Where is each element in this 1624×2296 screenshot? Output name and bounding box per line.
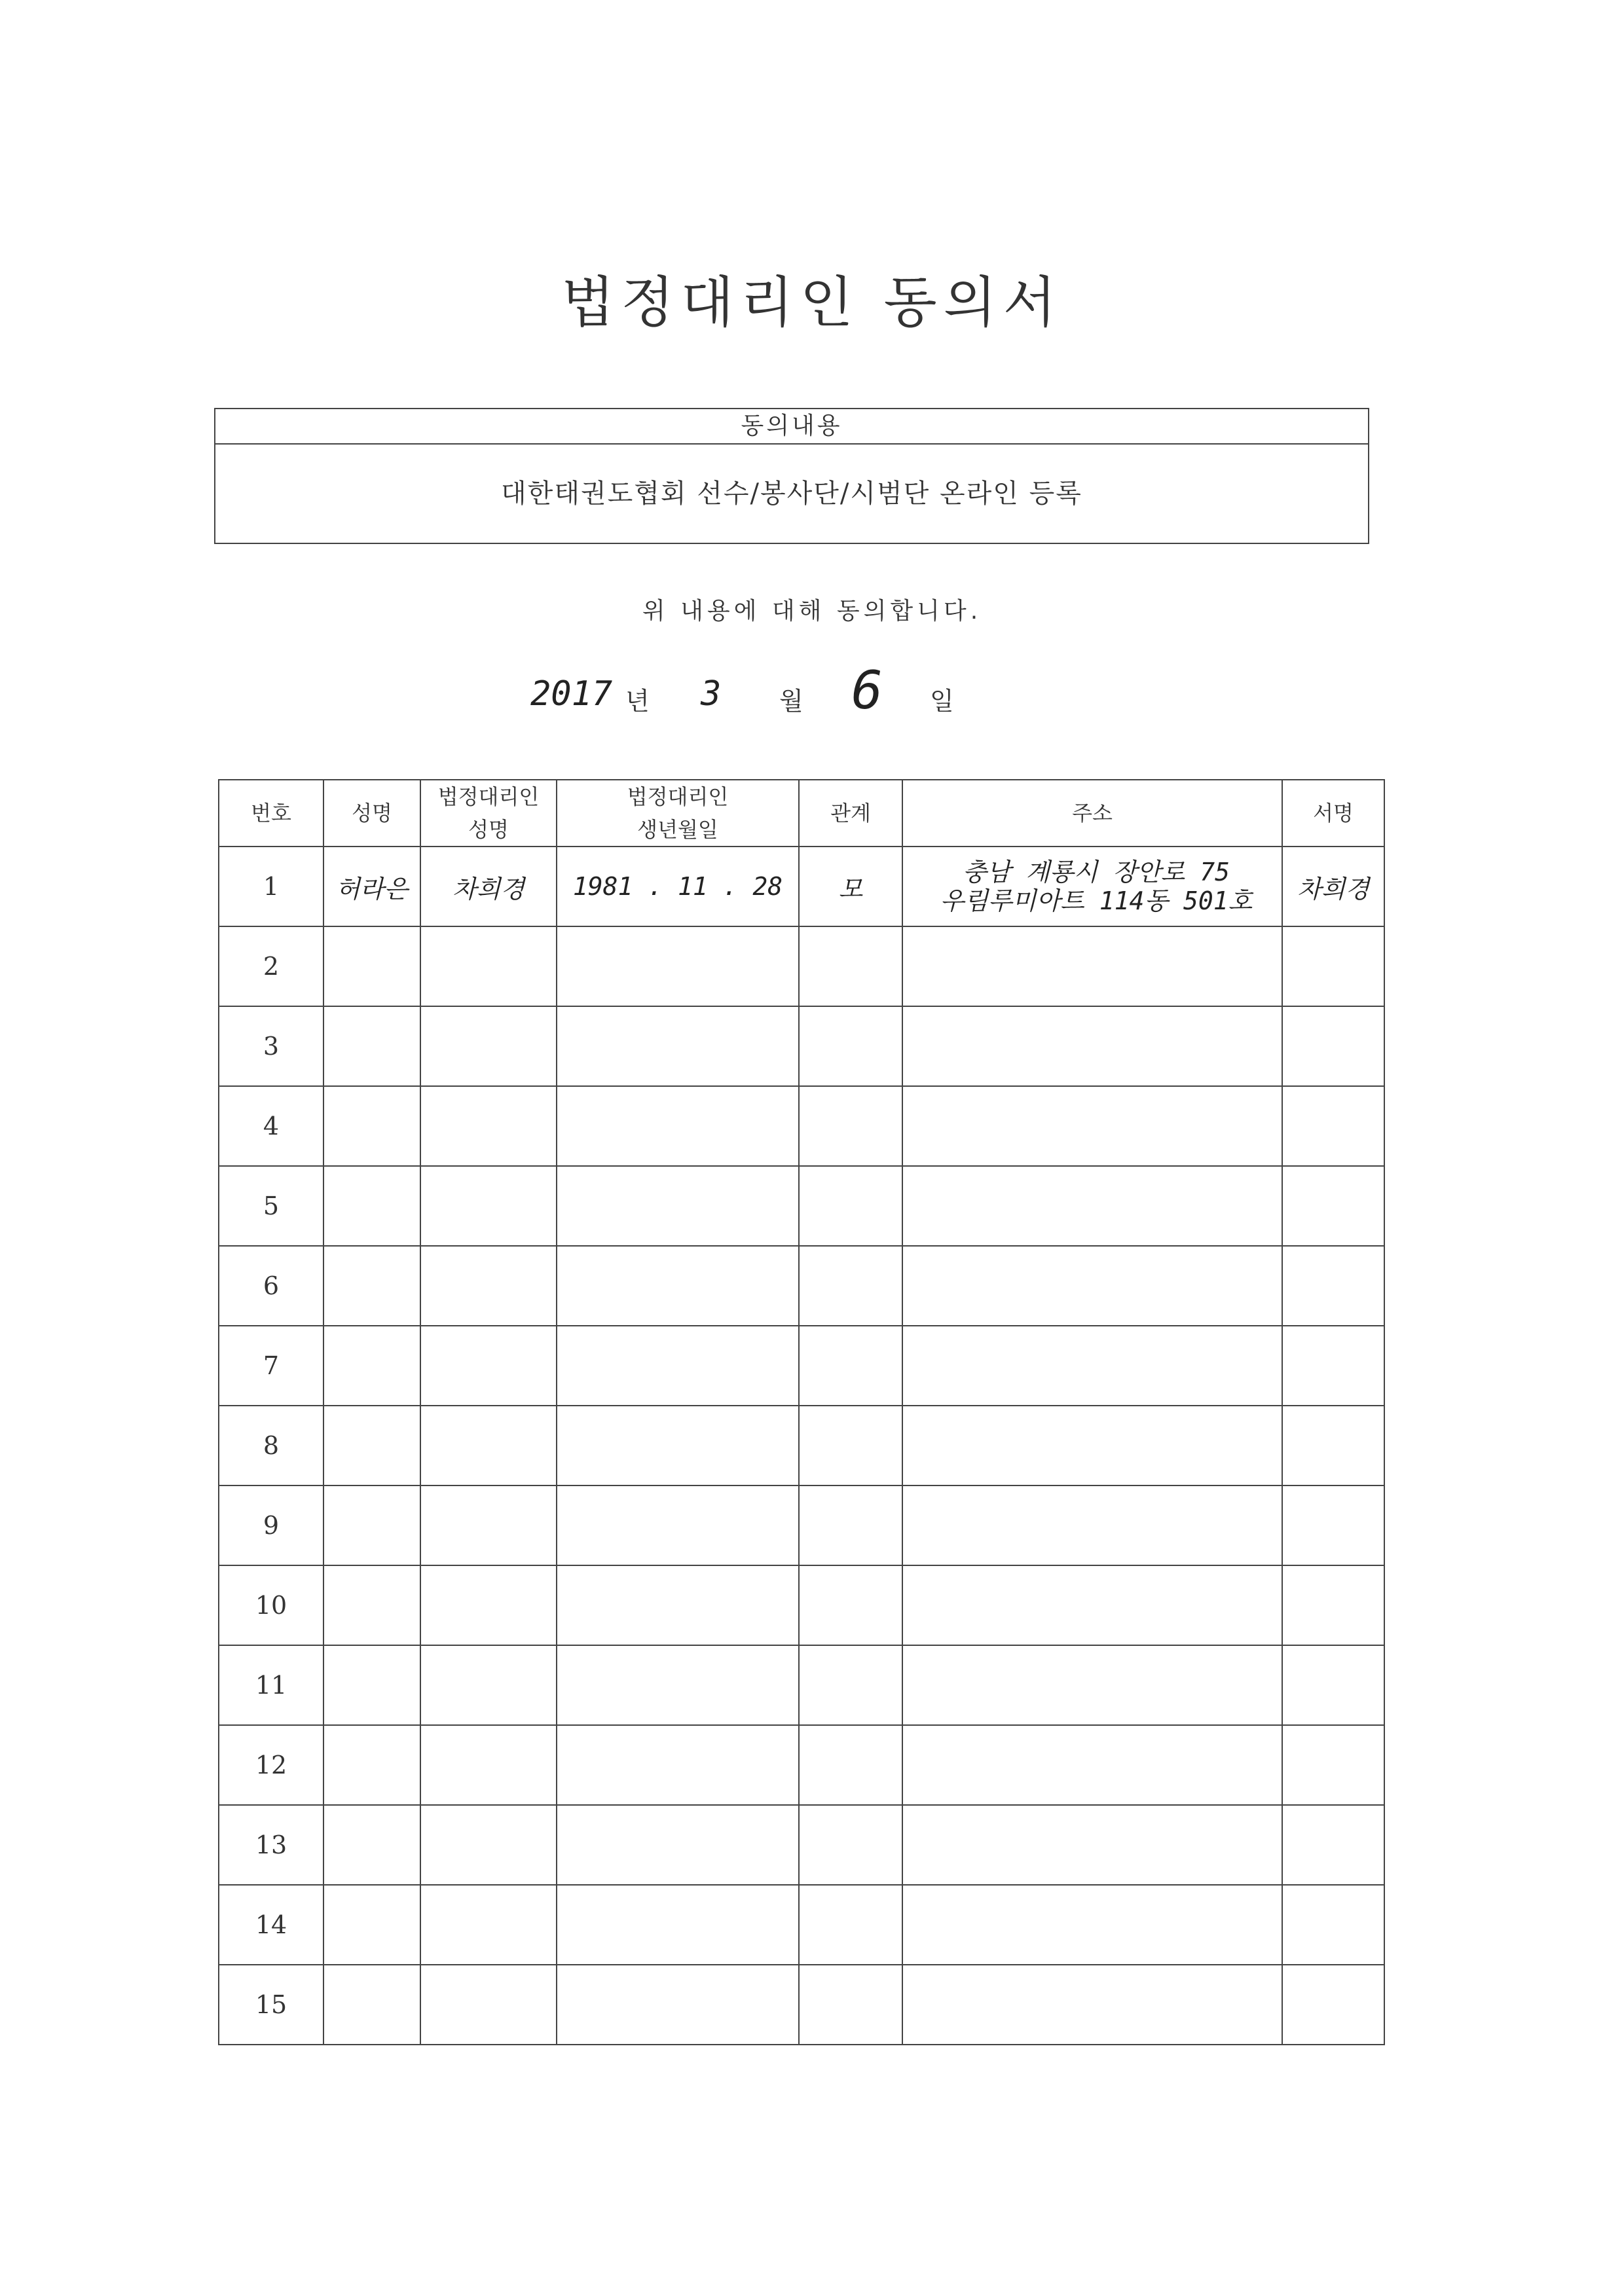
address-cell[interactable] — [902, 1086, 1282, 1166]
signature-cell[interactable] — [1282, 1965, 1384, 2045]
signature-cell[interactable] — [1282, 1645, 1384, 1725]
relation-cell[interactable] — [799, 1086, 902, 1166]
relation-cell[interactable] — [799, 1725, 902, 1805]
row-number: 11 — [219, 1645, 323, 1725]
participant-name-cell[interactable] — [323, 1326, 420, 1406]
row-number: 13 — [219, 1805, 323, 1885]
table-row — [219, 1725, 1384, 1805]
date-month-unit: 월 — [779, 687, 803, 716]
signature-cell[interactable] — [1282, 1885, 1384, 1965]
participant-name-cell[interactable] — [323, 1805, 420, 1885]
table-row — [219, 1086, 1384, 1166]
row-number: 5 — [219, 1166, 323, 1246]
guardian-birth-cell[interactable] — [557, 1006, 799, 1086]
table-row — [219, 926, 1384, 1006]
relation-cell[interactable] — [799, 1246, 902, 1326]
signature-cell[interactable] — [1282, 1006, 1384, 1086]
row-number: 2 — [219, 926, 323, 1006]
signature-cell[interactable]: 차희경 — [1282, 847, 1384, 926]
row-number: 1 — [219, 847, 323, 926]
address-cell[interactable] — [902, 1805, 1282, 1885]
guardian-birth-cell[interactable] — [557, 1885, 799, 1965]
table-row — [219, 1885, 1384, 1965]
header-address: 주소 — [902, 780, 1282, 847]
participant-name-cell[interactable] — [323, 1565, 420, 1645]
row-number: 8 — [219, 1406, 323, 1485]
guardian-birth-cell[interactable] — [557, 1485, 799, 1565]
date-day-unit: 일 — [930, 687, 954, 716]
address-cell[interactable] — [902, 1725, 1282, 1805]
guardian-birth-cell[interactable] — [557, 1246, 799, 1326]
guardian-birth-cell[interactable] — [557, 1326, 799, 1406]
participant-name-cell[interactable] — [323, 926, 420, 1006]
header-number: 번호 — [219, 780, 323, 847]
guardian-name-cell[interactable] — [420, 1406, 557, 1485]
guardian-name-cell[interactable] — [420, 1565, 557, 1645]
signature-cell[interactable] — [1282, 1326, 1384, 1406]
signature-cell[interactable] — [1282, 1246, 1384, 1326]
table-body — [219, 847, 1384, 2045]
address-cell[interactable] — [902, 1406, 1282, 1485]
row-number: 14 — [219, 1885, 323, 1965]
row-number: 9 — [219, 1485, 323, 1565]
participant-name-cell[interactable] — [323, 1885, 420, 1965]
address-cell[interactable] — [902, 1326, 1282, 1406]
guardian-name-cell[interactable] — [420, 1645, 557, 1725]
guardian-name-cell[interactable] — [420, 1006, 557, 1086]
guardian-name-cell[interactable] — [420, 1485, 557, 1565]
participant-name-cell[interactable] — [323, 1725, 420, 1805]
signature-cell[interactable] — [1282, 1485, 1384, 1565]
signature-cell[interactable] — [1282, 1086, 1384, 1166]
table-header-row — [219, 780, 1384, 847]
guardian-name-cell[interactable] — [420, 1246, 557, 1326]
signature-cell[interactable] — [1282, 926, 1384, 1006]
row-number: 6 — [219, 1246, 323, 1326]
table-row — [219, 1965, 1384, 2045]
date-year[interactable]: 2017 — [530, 674, 613, 714]
row-number: 7 — [219, 1326, 323, 1406]
row-number: 4 — [219, 1086, 323, 1166]
guardian-birth-cell[interactable] — [557, 1565, 799, 1645]
row-number: 10 — [219, 1565, 323, 1645]
header-guardian-birth-line1: 법정대리인 — [627, 784, 729, 809]
table-row — [219, 1166, 1384, 1246]
document-title: 법정대리인 동의서 — [561, 270, 1063, 335]
participant-name-cell[interactable] — [323, 1965, 420, 2045]
relation-cell[interactable] — [799, 1166, 902, 1246]
participant-name-cell[interactable] — [323, 1006, 420, 1086]
date-line — [0, 660, 1624, 746]
signature-cell[interactable] — [1282, 1805, 1384, 1885]
address-cell[interactable] — [902, 847, 1282, 926]
guardian-registration-table — [218, 779, 1385, 2045]
address-cell[interactable] — [902, 1166, 1282, 1246]
guardian-name-cell[interactable] — [420, 1965, 557, 2045]
participant-name-cell[interactable] — [323, 1246, 420, 1326]
relation-cell[interactable] — [799, 1965, 902, 2045]
relation-cell[interactable] — [799, 1326, 902, 1406]
guardian-name-cell[interactable] — [420, 1326, 557, 1406]
table-row — [219, 1406, 1384, 1485]
guardian-birth-cell[interactable] — [557, 1086, 799, 1166]
table-row — [219, 1246, 1384, 1326]
header-guardian-name-line1: 법정대리인 — [437, 784, 540, 809]
header-guardian-birth — [557, 780, 799, 847]
guardian-birth-cell[interactable] — [557, 1166, 799, 1246]
row-number: 3 — [219, 1006, 323, 1086]
header-guardian-birth-line2: 생년월일 — [637, 817, 718, 842]
guardian-name-cell[interactable] — [420, 1725, 557, 1805]
guardian-name-cell[interactable] — [420, 926, 557, 1006]
date-month[interactable]: 3 — [701, 674, 722, 714]
guardian-name-cell[interactable] — [420, 1885, 557, 1965]
address-line-2: 우림루미아트 114동 501호 — [940, 886, 1253, 915]
participant-name-cell[interactable] — [323, 1485, 420, 1565]
table-row — [219, 1485, 1384, 1565]
row-number: 15 — [219, 1965, 323, 2045]
signature-cell[interactable] — [1282, 1725, 1384, 1805]
date-day[interactable]: 6 — [851, 660, 883, 721]
participant-name-cell[interactable] — [323, 1645, 420, 1725]
relation-cell[interactable] — [799, 1485, 902, 1565]
participant-name-cell[interactable] — [323, 1086, 420, 1166]
relation-cell[interactable] — [799, 1565, 902, 1645]
relation-cell[interactable]: 모 — [799, 847, 902, 926]
row-number: 12 — [219, 1725, 323, 1805]
address-cell[interactable] — [902, 926, 1282, 1006]
participant-name-cell[interactable] — [323, 1406, 420, 1485]
address-cell[interactable] — [902, 1565, 1282, 1645]
table-row — [219, 1805, 1384, 1885]
relation-cell[interactable] — [799, 926, 902, 1006]
address-cell[interactable] — [902, 1006, 1282, 1086]
header-guardian-name-line2: 성명 — [468, 817, 509, 842]
relation-cell[interactable] — [799, 1885, 902, 1965]
guardian-birth-cell[interactable] — [557, 1645, 799, 1725]
guardian-birth-cell[interactable] — [557, 1725, 799, 1805]
guardian-birth-cell[interactable] — [557, 926, 799, 1006]
signature-cell[interactable] — [1282, 1406, 1384, 1485]
relation-cell[interactable] — [799, 1006, 902, 1086]
participant-name-cell[interactable] — [323, 1166, 420, 1246]
guardian-name-cell[interactable] — [420, 1086, 557, 1166]
date-year-unit: 년 — [625, 687, 650, 716]
address-cell[interactable] — [902, 1485, 1282, 1565]
guardian-name-cell[interactable]: 차희경 — [420, 847, 557, 926]
table-row — [219, 1645, 1384, 1725]
consent-header: 동의내용 — [215, 409, 1368, 445]
table-row — [219, 847, 1384, 926]
relation-cell[interactable] — [799, 1805, 902, 1885]
table-row — [219, 1006, 1384, 1086]
address-line-1: 충남 계룡시 장안로 75 — [962, 858, 1230, 886]
address-cell[interactable] — [902, 1965, 1282, 2045]
header-guardian-name — [420, 780, 557, 847]
address-cell[interactable] — [902, 1246, 1282, 1326]
consent-box — [214, 408, 1369, 544]
signature-cell[interactable] — [1282, 1166, 1384, 1246]
guardian-name-cell[interactable] — [420, 1805, 557, 1885]
address-cell[interactable] — [902, 1885, 1282, 1965]
participant-name-cell[interactable]: 허라은 — [323, 847, 420, 926]
table-row — [219, 1326, 1384, 1406]
guardian-birth-cell[interactable] — [557, 1965, 799, 2045]
header-signature: 서명 — [1282, 780, 1384, 847]
guardian-birth-cell[interactable] — [557, 1805, 799, 1885]
address-cell[interactable] — [902, 1645, 1282, 1725]
signature-cell[interactable] — [1282, 1565, 1384, 1645]
header-relation: 관계 — [799, 780, 902, 847]
header-name: 성명 — [323, 780, 420, 847]
agreement-statement: 위 내용에 대해 동의합니다. — [642, 598, 982, 625]
consent-content: 대한태권도협회 선수/봉사단/시범단 온라인 등록 — [501, 479, 1082, 509]
guardian-name-cell[interactable] — [420, 1166, 557, 1246]
relation-cell[interactable] — [799, 1645, 902, 1725]
guardian-birth-cell[interactable] — [557, 1406, 799, 1485]
table-row — [219, 1565, 1384, 1645]
guardian-birth-cell[interactable]: 1981 . 11 . 28 — [557, 847, 799, 926]
relation-cell[interactable] — [799, 1406, 902, 1485]
